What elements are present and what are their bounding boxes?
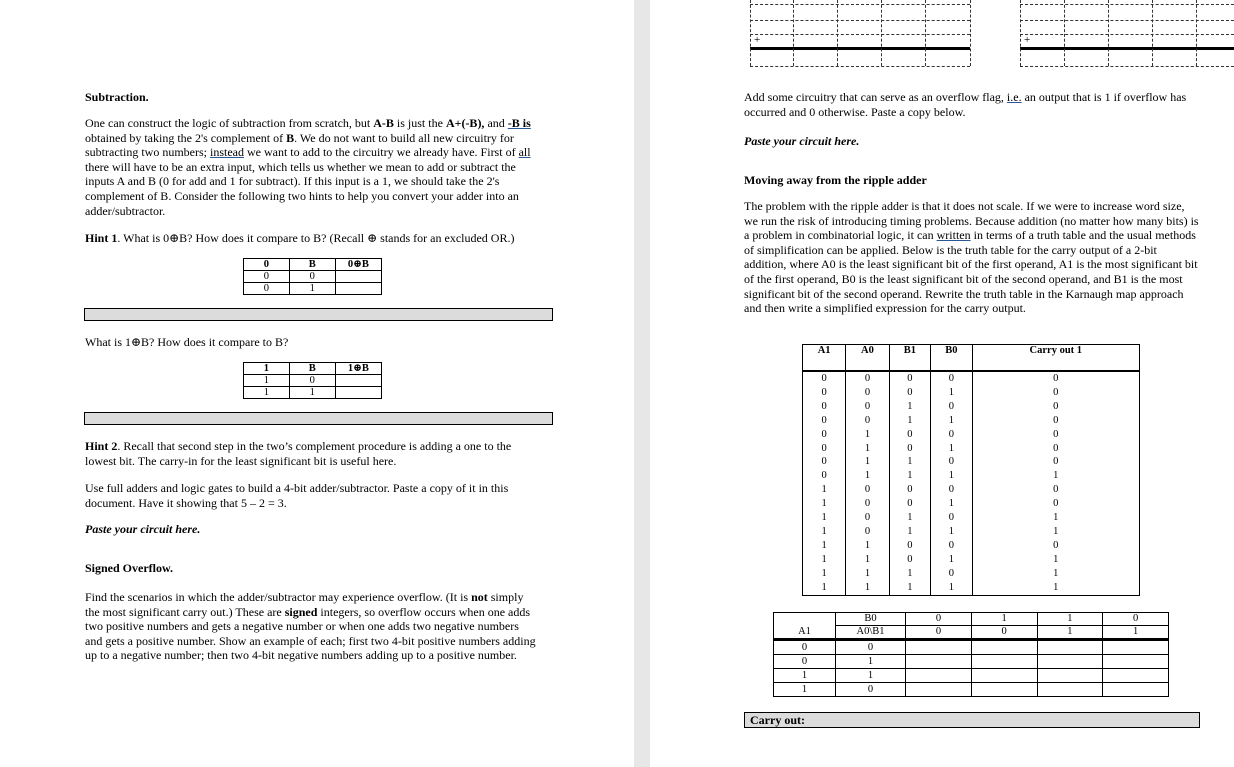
truth-table-row (803, 371, 1140, 386)
truth-table-cell: 0 (803, 371, 846, 386)
text-segment: instead (209, 145, 244, 160)
overflow-flag-paragraph (744, 90, 1204, 119)
truth-table-cell: 0 (931, 539, 973, 553)
subtraction-paragraph (85, 116, 535, 218)
truth-table-row (803, 386, 1140, 400)
truth-table-cell: 0 (972, 414, 1139, 428)
truth-table-cell: 0 (889, 371, 931, 386)
truth-table-cell: 1 (889, 414, 931, 428)
truth-table-cell: 1 (972, 567, 1139, 581)
answer-cell[interactable] (335, 283, 381, 295)
truth-table-row (803, 483, 1140, 497)
truth-table-cell: 0 (889, 539, 931, 553)
kmap-a0-cell: 0 (835, 683, 905, 697)
text-segment: and (484, 116, 508, 130)
table-cell: 1 (244, 387, 290, 399)
table-cell: 0 (244, 271, 290, 283)
truth-table-cell: 1 (931, 414, 973, 428)
kmap-row (774, 640, 1169, 655)
truth-table-cell: 1 (931, 497, 973, 511)
kmap-answer-cell[interactable] (1103, 669, 1169, 683)
kmap-answer-cell[interactable] (1037, 669, 1103, 683)
truth-table-cell: 0 (889, 553, 931, 567)
hint1-text: . What is 0⊕B? How does it compare to B? (Recall ⊕ stands for an excluded OR.) (117, 231, 515, 245)
answer-cell[interactable] (335, 271, 381, 283)
answer-bar-1[interactable] (84, 308, 553, 321)
kmap-header-row (774, 626, 1169, 640)
truth-table-cell: 0 (889, 483, 931, 497)
text-segment: signed (284, 604, 318, 619)
truth-table-cell: 0 (889, 386, 931, 400)
truth-table-cell: 1 (972, 469, 1139, 483)
text-segment: in terms of a truth table and the usual methods of simplification can be applied. Below is the truth table for the carry output of a 2-bit addition, where A0 is the least significant bit of the first operand, A1 is the most significant bit of the first operand, B0 is the least significant bit of the second operand, and B1 is the most significant bit of the second operand. Rewrite the truth table in the Karnaugh map approach and then write a simplified expression for the carry output. (744, 228, 1198, 316)
truth-table-cell: 0 (846, 483, 889, 497)
truth-table-cell: 1 (972, 553, 1139, 567)
truth-table-cell: 0 (846, 497, 889, 511)
truth-table-cell: 1 (846, 567, 889, 581)
plus-sign-left: + (754, 34, 761, 46)
carry-out-label: Carry out: (750, 713, 805, 727)
truth-table-cell: 0 (803, 455, 846, 469)
answer-bar-2[interactable] (84, 412, 553, 425)
kmap-a1-cell: 0 (774, 640, 836, 655)
truth-table-cell: 0 (972, 428, 1139, 442)
kmap-answer-cell[interactable] (971, 683, 1037, 697)
table-row (244, 387, 382, 399)
truth-table-row (803, 553, 1140, 567)
truth-table-cell: 1 (803, 497, 846, 511)
signed-overflow-heading: Signed Overflow. (85, 561, 174, 575)
truth-table-cell: 0 (846, 414, 889, 428)
answer-cell[interactable] (335, 387, 381, 399)
truth-table-header-cell: B0 (931, 345, 973, 372)
kmap-answer-cell[interactable] (1037, 640, 1103, 655)
truth-table-cell: 0 (803, 469, 846, 483)
truth-table-row (803, 400, 1140, 414)
answer-cell[interactable] (335, 375, 381, 387)
kmap-header-row (774, 613, 1169, 626)
truth-table-cell: 1 (803, 567, 846, 581)
truth-table-row (803, 442, 1140, 456)
truth-table-header-cell: A0 (846, 345, 889, 372)
kmap-col-b0: 0 (1103, 613, 1169, 626)
truth-table-cell: 1 (803, 483, 846, 497)
kmap-answer-cell[interactable] (1037, 655, 1103, 669)
truth-table-row (803, 428, 1140, 442)
text-segment: an output that is 1 if overflow has occurred and 0 otherwise. Paste a copy below. (744, 90, 1187, 119)
truth-table-cell: 1 (846, 553, 889, 567)
kmap-a1-cell: 1 (774, 683, 836, 697)
kmap-a1-cell: 0 (774, 655, 836, 669)
truth-table-cell: 0 (803, 400, 846, 414)
truth-table-cell: 0 (889, 442, 931, 456)
table-row (244, 271, 382, 283)
truth-table-cell: 1 (889, 455, 931, 469)
text-segment: written (936, 228, 971, 243)
truth-table-row (803, 581, 1140, 595)
text-segment: . We do not want to build all new circuitry for subtracting two numbers; (85, 130, 514, 160)
truth-table-cell: 0 (972, 455, 1139, 469)
truth-table-cell: 1 (803, 525, 846, 539)
truth-table-cell: 1 (972, 511, 1139, 525)
right-page (650, 0, 1234, 767)
truth-table-cell: 0 (931, 371, 973, 386)
truth-table-cell: 0 (846, 386, 889, 400)
kmap-a0-cell: 0 (835, 640, 905, 655)
truth-table-cell: 1 (972, 525, 1139, 539)
truth-table-cell: 1 (889, 525, 931, 539)
text-segment: i.e. (1006, 90, 1022, 104)
truth-table-cell: 1 (889, 567, 931, 581)
kmap-answer-cell[interactable] (906, 640, 972, 655)
question-1xorb: What is 1⊕B? How does it compare to B? (85, 335, 289, 349)
paste-circuit-here-1: Paste your circuit here. (85, 522, 201, 536)
page-gutter (634, 0, 650, 767)
signed-overflow-paragraph (85, 590, 537, 663)
kmap-answer-cell[interactable] (1037, 683, 1103, 697)
table-row (244, 283, 382, 295)
paste-circuit-here-2: Paste your circuit here. (744, 134, 860, 148)
text-segment: The problem with the ripple adder is that it does not scale. If we were to increase word size, we run the risk of introducing timing problems. Because addition (no matter how many bits) is a problem in combinatorial logic, it can (744, 199, 1199, 243)
truth-table-cell: 1 (846, 428, 889, 442)
truth-table-row (803, 414, 1140, 428)
truth-table-cell: 0 (931, 455, 973, 469)
table-header-cell: B (289, 363, 335, 375)
kmap-answer-cell[interactable] (971, 655, 1037, 669)
truth-table-cell: 0 (972, 539, 1139, 553)
text-segment: -B is (507, 116, 531, 130)
text-segment: One can construct the logic of subtraction from scratch, but (85, 116, 374, 130)
kmap-answer-cell[interactable] (906, 669, 972, 683)
kmap-col-b0: 1 (971, 613, 1037, 626)
kmap-col-b1: 0 (971, 626, 1037, 640)
truth-table-cell: 0 (803, 428, 846, 442)
ripple-adder-heading: Moving away from the ripple adder (744, 173, 927, 187)
text-segment: Add some circuitry that can serve as an overflow flag, (744, 90, 1007, 104)
truth-table-cell: 0 (846, 511, 889, 525)
karnaugh-map (773, 612, 1169, 697)
xor1-table (243, 362, 382, 399)
truth-table-cell: 0 (931, 567, 973, 581)
truth-table-row (803, 539, 1140, 553)
truth-table-cell: 1 (846, 581, 889, 595)
truth-table-cell: 1 (846, 469, 889, 483)
truth-table-cell: 1 (889, 511, 931, 525)
truth-table-cell: 1 (846, 442, 889, 456)
kmap-answer-cell[interactable] (906, 683, 972, 697)
truth-table-row (803, 455, 1140, 469)
kmap-row (774, 655, 1169, 669)
kmap-row-axis: A1 (774, 626, 836, 640)
truth-table-cell: 0 (889, 497, 931, 511)
kmap-col-b0: 0 (906, 613, 972, 626)
kmap-answer-cell[interactable] (906, 655, 972, 669)
table-cell: 0 (289, 271, 335, 283)
hint2-text: . Recall that second step in the two’s complement procedure is adding a one to the lowest bit. The carry-in for the least significant bit is useful here. (85, 439, 512, 468)
text-segment: B (286, 130, 295, 145)
table-cell: 1 (289, 283, 335, 295)
text-segment: A+(-B), (445, 116, 485, 130)
kmap-row (774, 683, 1169, 697)
truth-table-header-cell: Carry out 1 (972, 345, 1139, 372)
truth-table-cell: 0 (803, 442, 846, 456)
truth-table-cell: 0 (889, 428, 931, 442)
truth-table-row (803, 511, 1140, 525)
truth-table-cell: 1 (931, 469, 973, 483)
kmap-corner (774, 613, 836, 626)
table-header-cell: 1 (244, 363, 290, 375)
hint1-label: Hint 1 (85, 231, 118, 245)
truth-table-cell: 1 (931, 386, 973, 400)
ripple-adder-paragraph (744, 199, 1200, 316)
truth-table-cell: 1 (931, 442, 973, 456)
truth-table-cell: 0 (931, 400, 973, 414)
truth-table-cell: 0 (803, 386, 846, 400)
hint1-paragraph (85, 231, 555, 246)
table-header-cell: 1⊕B (335, 363, 381, 375)
truth-table-cell: 1 (931, 525, 973, 539)
kmap-answer-cell[interactable] (1103, 683, 1169, 697)
table-cell: 0 (244, 283, 290, 295)
text-segment: not (471, 590, 488, 604)
use-full-adders-paragraph: Use full adders and logic gates to build a 4-bit adder/subtractor. Paste a copy of it in this document. Have it showing that 5 – 2 = 3. (85, 481, 509, 510)
kmap-answer-cell[interactable] (971, 640, 1037, 655)
truth-table-cell: 1 (889, 400, 931, 414)
truth-table-header-cell: A1 (803, 345, 846, 372)
truth-table-cell: 0 (803, 414, 846, 428)
table-header-cell: 0 (244, 259, 290, 271)
truth-table-cell: 1 (889, 581, 931, 595)
truth-table-header-cell: B1 (889, 345, 931, 372)
text-segment: there will have to be an extra input, which tells us whether we mean to add or subtract the inputs A and B (0 for add and 1 for subtract). If this input is a 1, we should take the 2's complement of B. Consider the following two hints to help you convert your adder into an adder/subtractor. (85, 159, 519, 218)
text-segment: we want to add to the circuitry we already have. First of (243, 145, 519, 160)
truth-table (802, 344, 1140, 596)
truth-table-cell: 0 (972, 497, 1139, 511)
truth-table-cell: 1 (803, 581, 846, 595)
table-cell: 0 (289, 375, 335, 387)
truth-table-cell: 0 (846, 525, 889, 539)
truth-table-row (803, 497, 1140, 511)
kmap-a0-cell: 1 (835, 655, 905, 669)
kmap-col-b1: 0 (906, 626, 972, 640)
truth-table-cell: 1 (972, 581, 1139, 595)
table-header-row (244, 259, 382, 271)
carry-out-answer-bar[interactable] (744, 712, 1200, 728)
kmap-corner-bottom: A0\B1 (835, 626, 905, 640)
text-segment: obtained by taking the 2's complement of (85, 130, 287, 145)
truth-table-cell: 1 (803, 511, 846, 525)
truth-table-cell: 0 (972, 400, 1139, 414)
truth-table-cell: 0 (846, 371, 889, 386)
kmap-col-b0: 1 (1037, 613, 1103, 626)
text-segment: A-B (373, 116, 394, 130)
text-segment: is just the (393, 116, 446, 130)
table-header-cell: 0⊕B (335, 259, 381, 271)
truth-table-cell: 0 (931, 483, 973, 497)
truth-table-cell: 1 (803, 553, 846, 567)
truth-table-row (803, 525, 1140, 539)
text-segment: all (518, 145, 531, 160)
table-cell: 1 (244, 375, 290, 387)
subtraction-heading: Subtraction. (85, 90, 149, 104)
text-segment: simply the most significant carry out.) These are (85, 590, 524, 619)
kmap-col-b1: 1 (1037, 626, 1103, 640)
truth-table-header-row (803, 345, 1140, 372)
plus-sign-right: + (1024, 34, 1031, 46)
truth-table-cell: 0 (972, 371, 1139, 386)
kmap-answer-cell[interactable] (1103, 640, 1169, 655)
truth-table-cell: 1 (889, 469, 931, 483)
truth-table-cell: 0 (972, 442, 1139, 456)
text-segment: integers, so overflow occurs when one adds two positive numbers and gets a negative number or when one adds two negative numbers and gets a positive number. Show an example of each; first two 4-bit positive numbers adding up to a negative number; then two 4-bit negative numbers adding up to a positive number. (85, 604, 536, 663)
truth-table-cell: 0 (931, 511, 973, 525)
hint2-label: Hint 2 (85, 439, 118, 453)
kmap-answer-cell[interactable] (1103, 655, 1169, 669)
truth-table-cell: 1 (931, 581, 973, 595)
kmap-corner-top: B0 (835, 613, 905, 626)
truth-table-cell: 1 (803, 539, 846, 553)
truth-table-cell: 1 (846, 539, 889, 553)
kmap-col-b1: 1 (1103, 626, 1169, 640)
truth-table-row (803, 567, 1140, 581)
kmap-answer-cell[interactable] (971, 669, 1037, 683)
truth-table-cell: 0 (931, 428, 973, 442)
truth-table-cell: 0 (972, 483, 1139, 497)
truth-table-cell: 1 (846, 455, 889, 469)
hint2-paragraph (85, 439, 545, 468)
kmap-row (774, 669, 1169, 683)
table-header-cell: B (289, 259, 335, 271)
xor0-table (243, 258, 382, 295)
text-segment: Find the scenarios in which the adder/subtractor may experience overflow. (It is (85, 590, 472, 604)
truth-table-cell: 0 (972, 386, 1139, 400)
kmap-a1-cell: 1 (774, 669, 836, 683)
table-cell: 1 (289, 387, 335, 399)
table-row (244, 375, 382, 387)
table-header-row (244, 363, 382, 375)
truth-table-cell: 0 (846, 400, 889, 414)
kmap-a0-cell: 1 (835, 669, 905, 683)
truth-table-cell: 1 (931, 553, 973, 567)
truth-table-row (803, 469, 1140, 483)
